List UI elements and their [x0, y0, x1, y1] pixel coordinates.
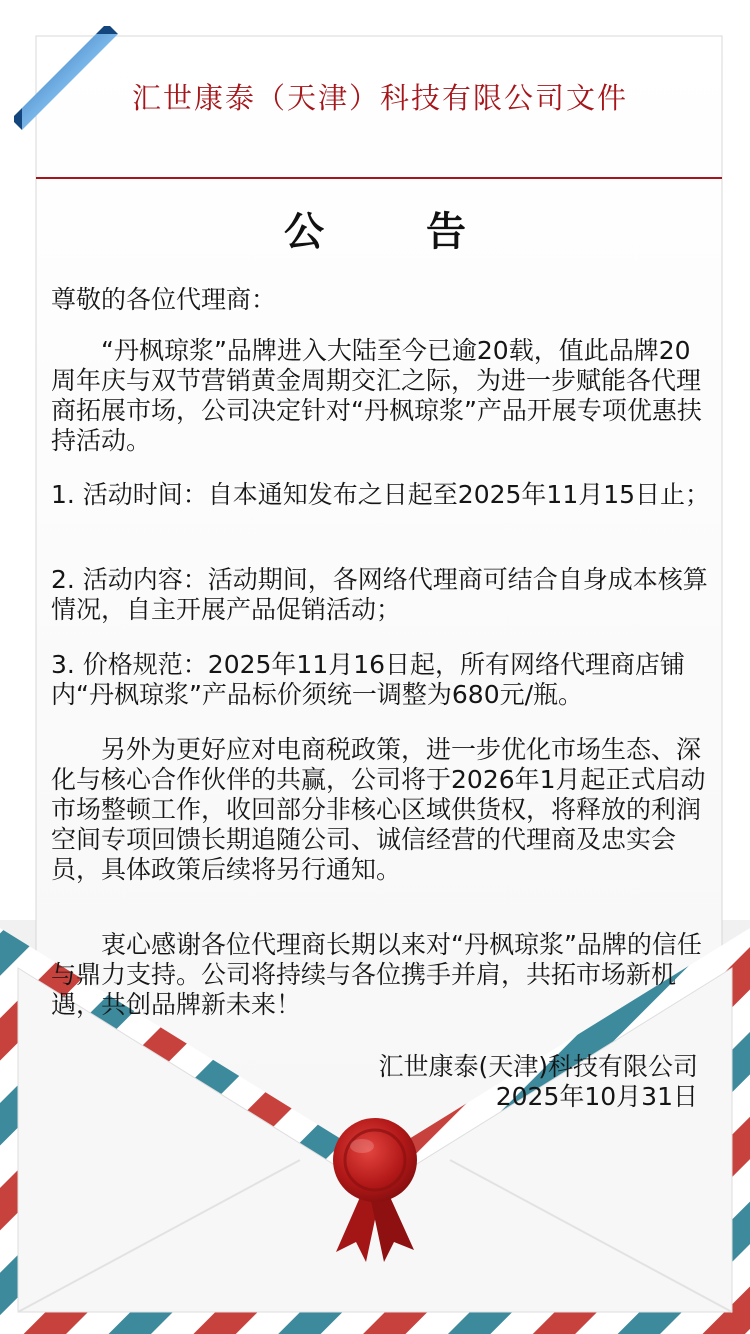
- signature-block: [278, 1052, 698, 1112]
- price-rule-item: 3. 价格规范：2025年11月16日起，所有网络代理商店铺内“丹枫琼浆”产品标价须统一调整为680元/瓶。: [51, 650, 686, 709]
- signature-company: 汇世康泰(天津)科技有限公司: [378, 1052, 698, 1081]
- company-header: 汇世康泰（天津）科技有限公司文件: [131, 81, 628, 115]
- thanks-paragraph: 衷心感谢各位代理商长期以来对“丹枫琼浆”品牌的信任与鼎力支持。公司将持续与各位携手并肩，共拓市场新机遇，共创品牌新未来！: [51, 930, 702, 1019]
- salutation: 尊敬的各位代理商：: [51, 285, 277, 314]
- notice-title: 公 告: [284, 209, 510, 255]
- policy-paragraph: 另外为更好应对电商税政策，进一步优化市场生态、深化与核心合作伙伴的共赢，公司将于2026年1月起正式启动市场整顿工作，收回部分非核心区域供货权，将释放的利润空间专项回馈长期追随公司、诚信经营的代理商及忠实会员，具体政策后续将另行通知。: [51, 735, 706, 884]
- activity-content-item: 2. 活动内容：活动期间，各网络代理商可结合自身成本核算情况，自主开展产品促销活动；: [51, 565, 708, 624]
- activity-time-item: 1. 活动时间：自本通知发布之日起至2025年11月15日止；: [51, 480, 711, 509]
- intro-paragraph: “丹枫琼浆”品牌进入大陆至今已逾20载，值此品牌20周年庆与双节营销黄金周期交汇之际，为进一步赋能各代理商拓展市场，公司决定针对“丹枫琼浆”产品开展专项优惠扶持活动。: [51, 336, 702, 455]
- signature-date: 2025年10月31日: [495, 1082, 698, 1111]
- letter-header: [40, 60, 720, 136]
